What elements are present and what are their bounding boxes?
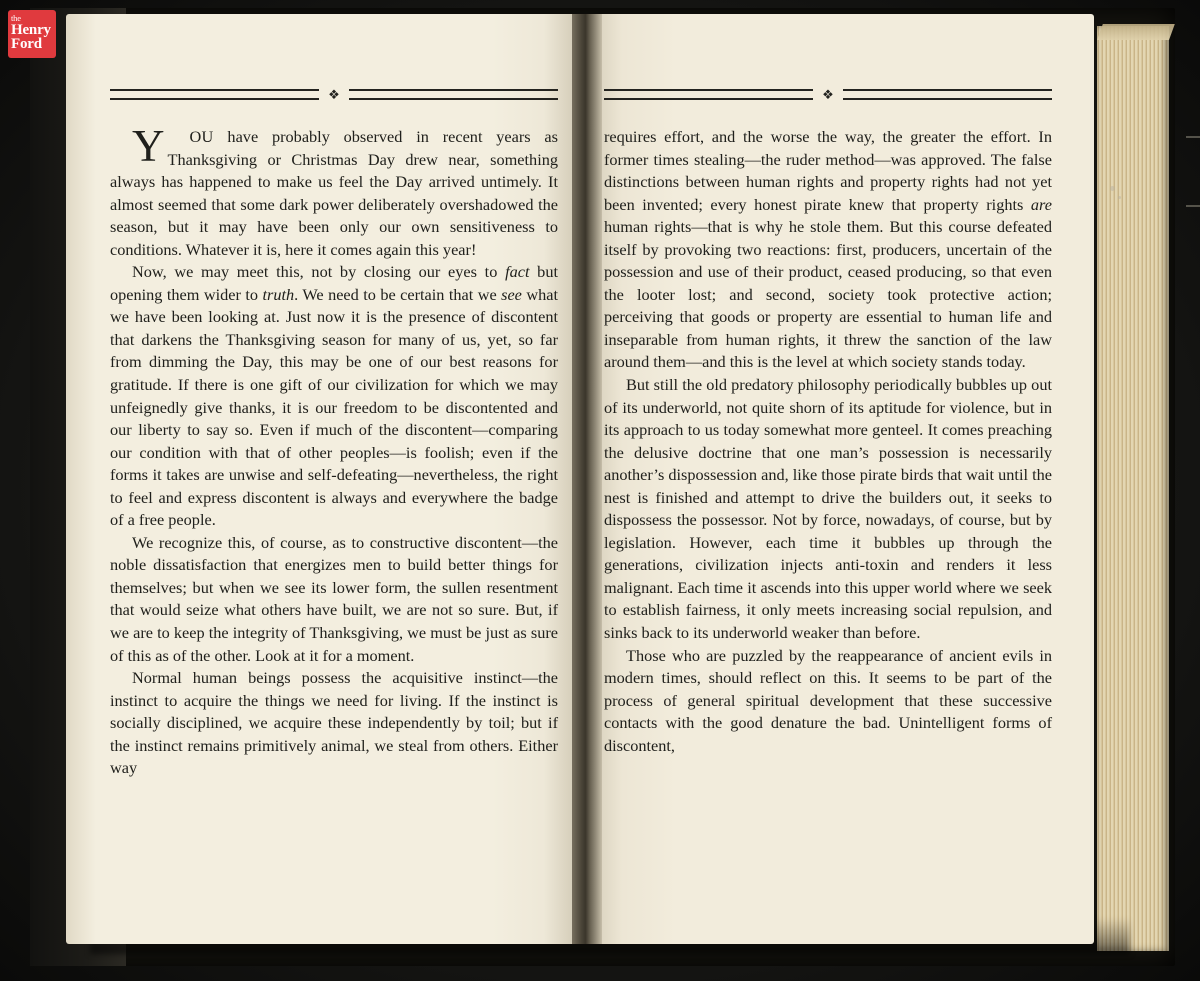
- dust-speck: [1110, 186, 1115, 191]
- rule-bar-left: [604, 89, 813, 100]
- right-page: [582, 14, 1094, 944]
- paragraph: Those who are puzzled by the reappearance of ancient evils in modern times, should reflect on this. It seems to be part of the process of general spiritual development that these successive contacts with the good denature the bad. Unintelligent forms of discontent,: [604, 645, 1052, 755]
- paragraph: Normal human beings possess the acquisitive instinct—the instinct to acquire the things we need for living. If the instinct is socially disciplined, we acquire these independently by toil; but if the instinct remains primitively animal, we steal from others. Either way: [110, 668, 558, 778]
- dust-speck: [1118, 196, 1121, 199]
- header-ornament-left: [110, 86, 558, 102]
- logo-line-2: Henry: [11, 22, 51, 38]
- header-ornament-right: [604, 86, 1052, 102]
- rule-bar-right: [843, 89, 1052, 100]
- paragraph: But still the old predatory philosophy periodically bubbles up out of its underworld, not quite shorn of its aptitude for violence, but in its approach to us today somewhat more genteel. It comes preaching the delusive doctrine that one man’s possession is necessarily another’s dispossession and, like those pirate birds that wait until the nest is finished and attempt to drive the builders out, it seeks to dispossess the possessor. Not by force, nowadays, of course, but by legislation. However, each time it bubbles up through the generations, civilization injects anti-toxin and renders it less malignant. Each time it ascends into this upper world where we seek to establish fairness, it only meets increasing social repulsion, and sinks back to its underworld weaker than before.: [604, 375, 1052, 643]
- right-text-column: [604, 126, 1052, 757]
- rule-bar-right: [349, 89, 558, 100]
- henry-ford-watermark-logo: [8, 10, 56, 58]
- paragraph: We recognize this, of course, as to constructive discontent—the noble dissatisfaction that energizes men to build better things for themselves; but when we see its lower form, the sullen resentment that would seize what others have built, we are not so sure. But, if we are to keep the integrity of Thanksgiving, we must be just as sure of this as of the other. Look at it for a moment.: [110, 532, 558, 665]
- scanner-tick-icon: [1186, 205, 1200, 207]
- opening-smallcaps: OU: [189, 127, 214, 146]
- rule-bar-left: [110, 89, 319, 100]
- ornament-icon: ❖: [822, 86, 834, 102]
- paragraph: [110, 121, 558, 261]
- paragraph: Now, we may meet this, not by closing our eyes to fact but opening them wider to truth. We need to be certain that we see what we have been looking at. Just now it is the presence of discontent that darkens the Thanksgiving season for many of us, yet, so far from dimming the Day, this may be one of our best reasons for gratitude. If there is one gift of our civilization for which we may unfeignedly give thanks, it is our freedom to be discontented and our liberty to say so. Even if much of the discontent—comparing our condition with that of other peoples—is foolish; even if the forms it takes are unwise and self-defeating—nevertheless, the right to feel and express discontent is always and everywhere the badge of a free people.: [110, 262, 558, 530]
- page-edges-right: [1097, 26, 1169, 951]
- ornament-icon: ❖: [328, 86, 340, 102]
- paragraph-text: have probably observed in recent years as Thanksgiving or Christmas Day drew near, something always has happened to make us feel the Day arrived untimely. It almost seemed that some dark power deliberately overshadowed the season, but it may have been only our own sensitiveness to conditions. Whatever it is, here it comes again this year!: [110, 127, 558, 259]
- page-edges-top: [1097, 24, 1175, 40]
- scanner-tick-icon: [1186, 136, 1200, 138]
- logo-line-3: Ford: [11, 36, 42, 52]
- page-spread: [66, 14, 1094, 944]
- logo-line-1: the: [11, 13, 21, 23]
- left-text-column: [110, 121, 558, 780]
- paragraph: requires effort, and the worse the way, the greater the effort. In former times stealing—the ruder method—was approved. The false distinctions between human rights and property rights had not yet been invented; every honest pirate knew that property rights are human rights—that is why he stole them. But this course defeated itself by provoking two reactions: first, producers, uncertain of the possession and use of their product, ceased producing, so that even the looter lost; and second, society took protective action; perceiving that goods or property are essential to human life and inseparable from human rights, it threw the sanction of the law around them—and this is the level at which society stands today.: [604, 127, 1052, 372]
- left-page: [66, 14, 582, 944]
- drop-cap: Y: [132, 121, 165, 171]
